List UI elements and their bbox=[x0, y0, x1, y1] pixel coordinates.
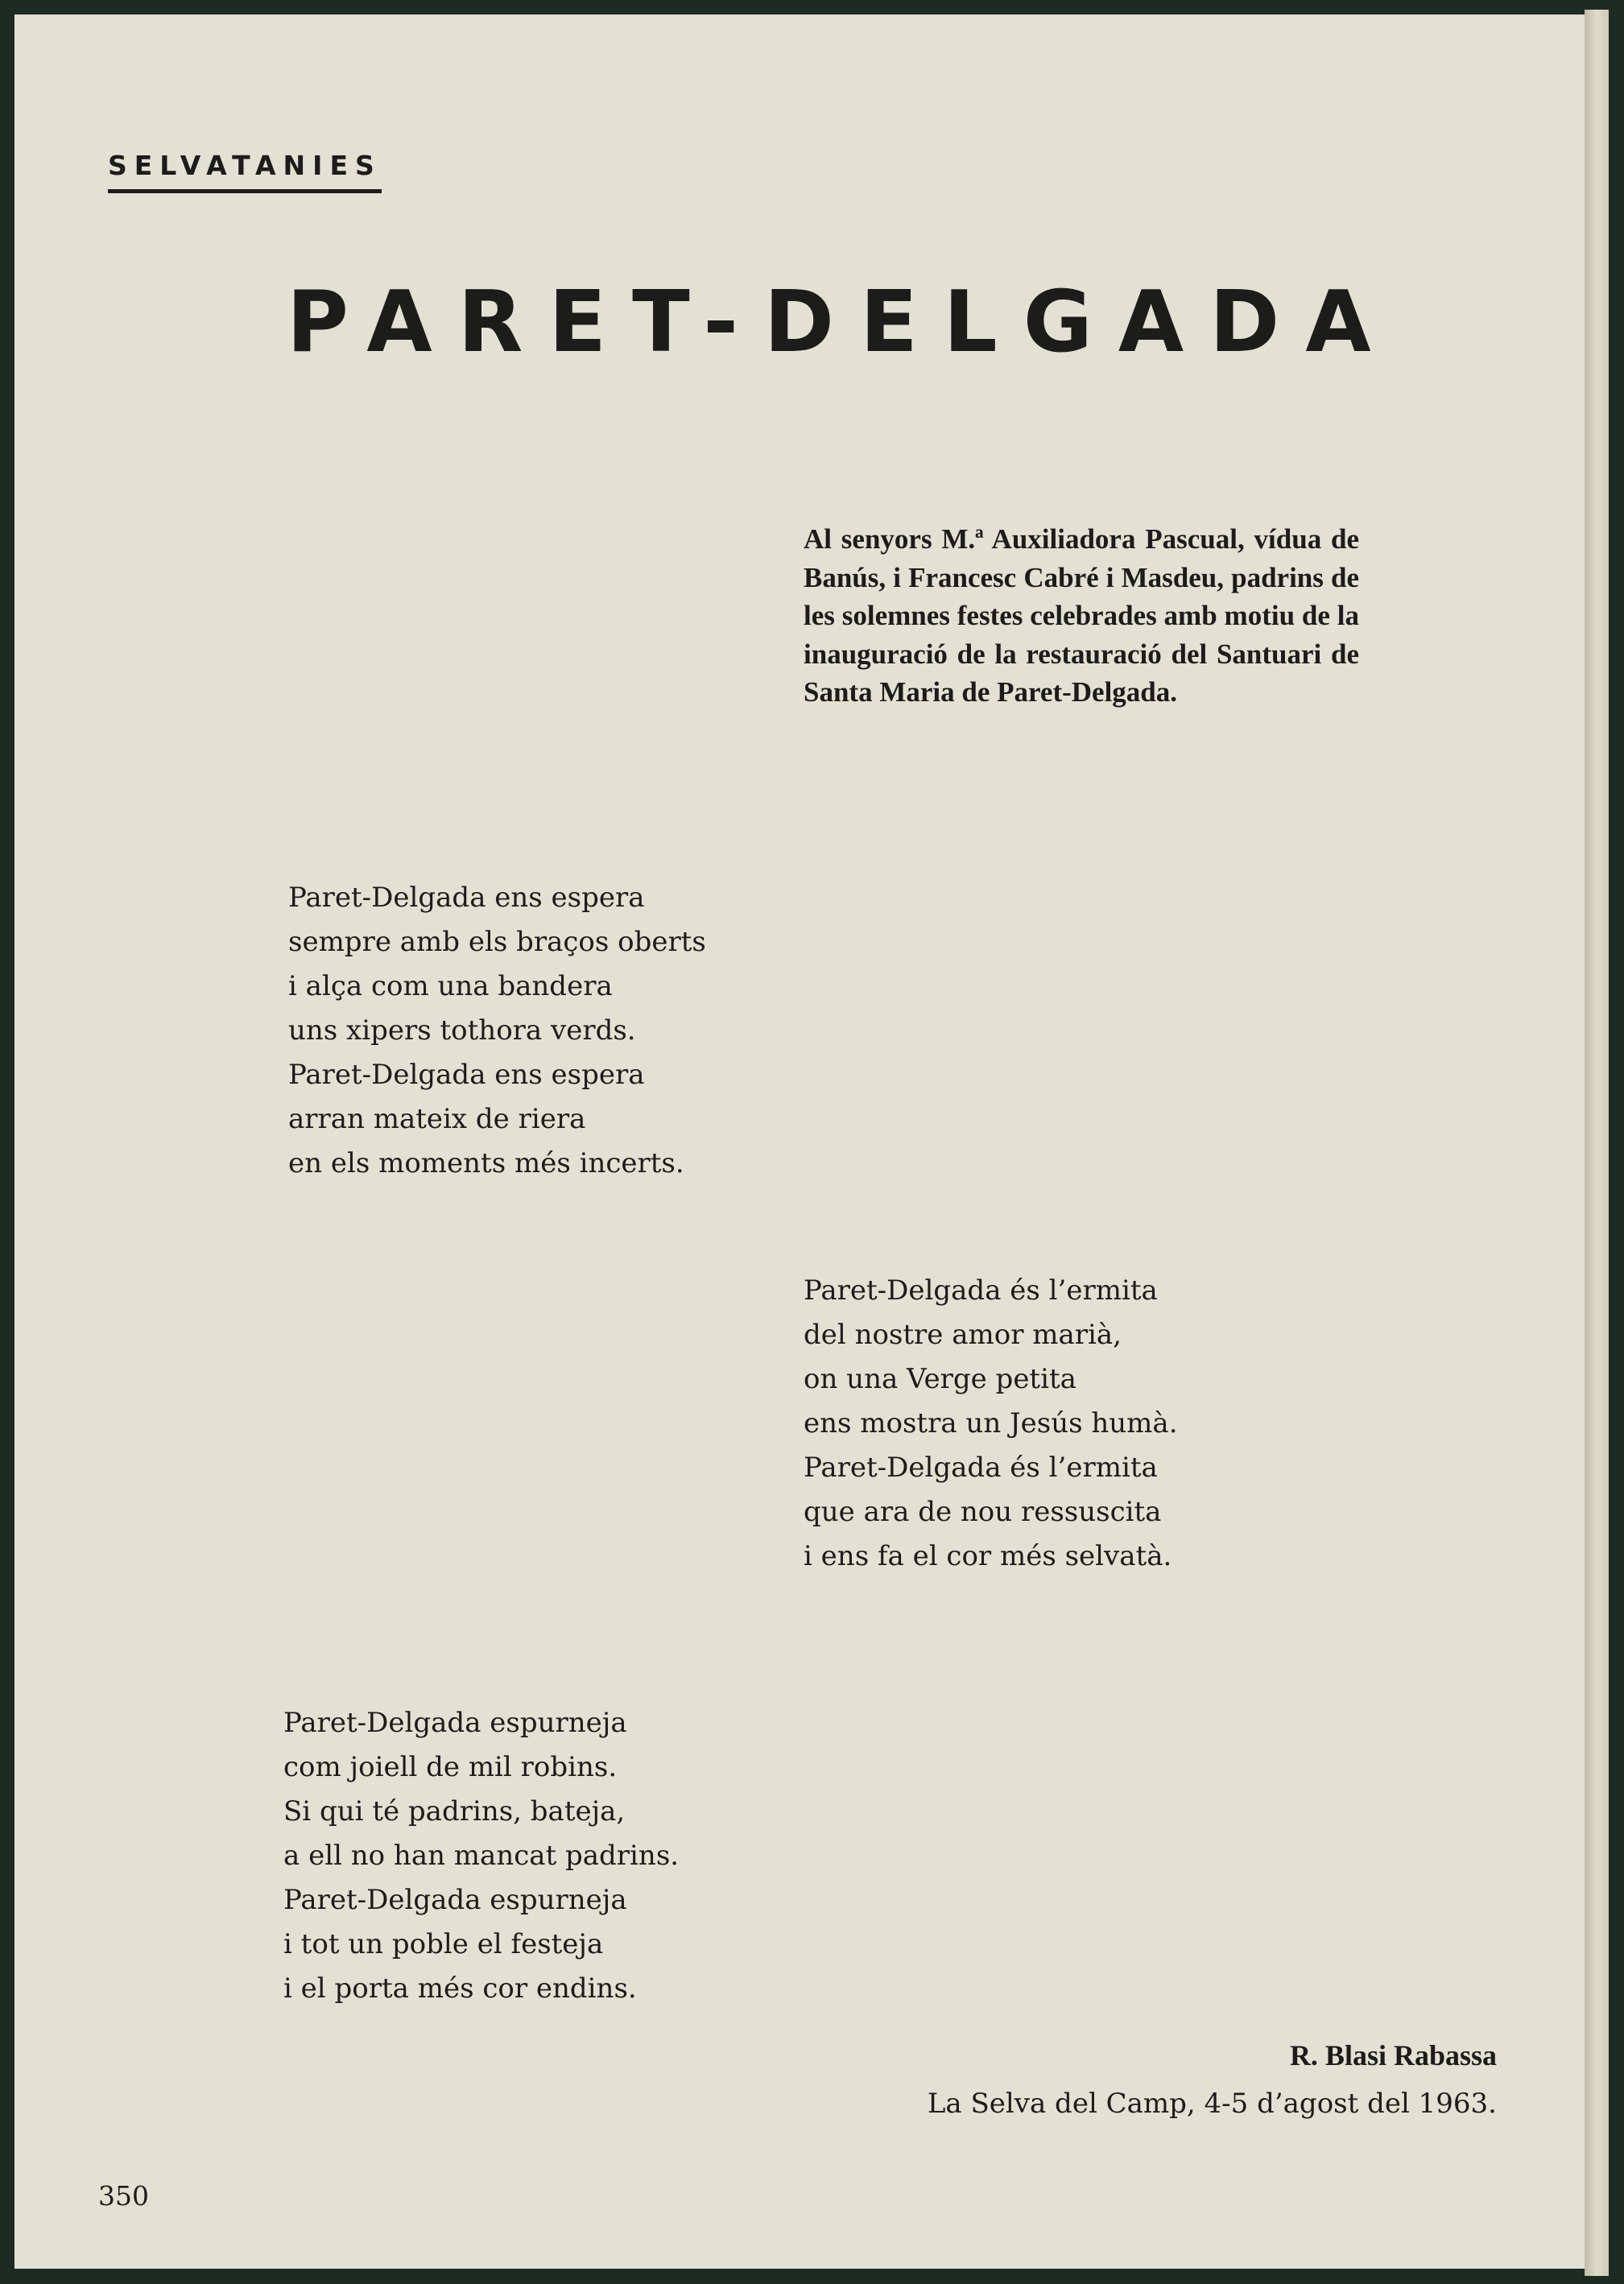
poem-line: Si qui té padrins, bateja, bbox=[283, 1795, 626, 1828]
place-date: La Selva del Camp, 4-5 d’agost del 1963. bbox=[927, 2088, 1497, 2120]
poem-line: Paret-Delgada espurneja bbox=[283, 1707, 627, 1739]
poem-line: a ell no han mancat padrins. bbox=[283, 1840, 680, 1872]
poem-line: que ara de nou ressuscita bbox=[804, 1496, 1162, 1528]
poem-line: i alça com una bandera bbox=[288, 970, 613, 1002]
poem-stanza-2 bbox=[804, 1269, 1178, 1579]
poem-line: com joiell de mil robins. bbox=[283, 1751, 618, 1783]
poem-line: Paret-Delgada és l’ermita bbox=[804, 1274, 1158, 1307]
section-header: SELVATANIES bbox=[108, 150, 382, 193]
poem-line: arran mateix de riera bbox=[288, 1103, 586, 1135]
dedication: Al senyors M.ª Auxiliadora Pascual, vídua de Banús, i Francesc Cabré i Masdeu, padrins de les solemnes festes celebrades amb motiu de la inauguració de la restauració del Santuari de Santa Maria de Paret-Delgada. bbox=[804, 523, 1359, 708]
poem-line: on una Verge petita bbox=[804, 1363, 1076, 1395]
document-page bbox=[14, 14, 1586, 2269]
poem-line: Paret-Delgada ens espera bbox=[288, 882, 645, 914]
poem-line: en els moments més incerts. bbox=[288, 1147, 684, 1179]
poem-stanza-3 bbox=[283, 1701, 679, 2011]
poem-line: i ens fa el cor més selvatà. bbox=[804, 1540, 1172, 1572]
poem-line: i el porta més cor endins. bbox=[283, 1972, 637, 2005]
poem-line: Paret-Delgada espurneja bbox=[283, 1884, 627, 1916]
poem-line: Paret-Delgada és l’ermita bbox=[804, 1452, 1158, 1484]
author-signature: R. Blasi Rabassa bbox=[1289, 2039, 1497, 2071]
poem-line: Paret-Delgada ens espera bbox=[288, 1059, 645, 1091]
poem-line: del nostre amor marià, bbox=[804, 1319, 1122, 1351]
poem-line: sempre amb els braços oberts bbox=[288, 926, 706, 958]
page-number: 350 bbox=[98, 2180, 149, 2212]
page-spine bbox=[1585, 10, 1609, 2276]
page-title: PARET-DELGADA bbox=[287, 273, 1397, 371]
poem-line: i tot un poble el festeja bbox=[283, 1928, 604, 1960]
poem-line: ens mostra un Jesús humà. bbox=[804, 1407, 1178, 1439]
poem-stanza-1 bbox=[288, 876, 706, 1186]
poem-line: uns xipers tothora verds. bbox=[288, 1014, 636, 1047]
